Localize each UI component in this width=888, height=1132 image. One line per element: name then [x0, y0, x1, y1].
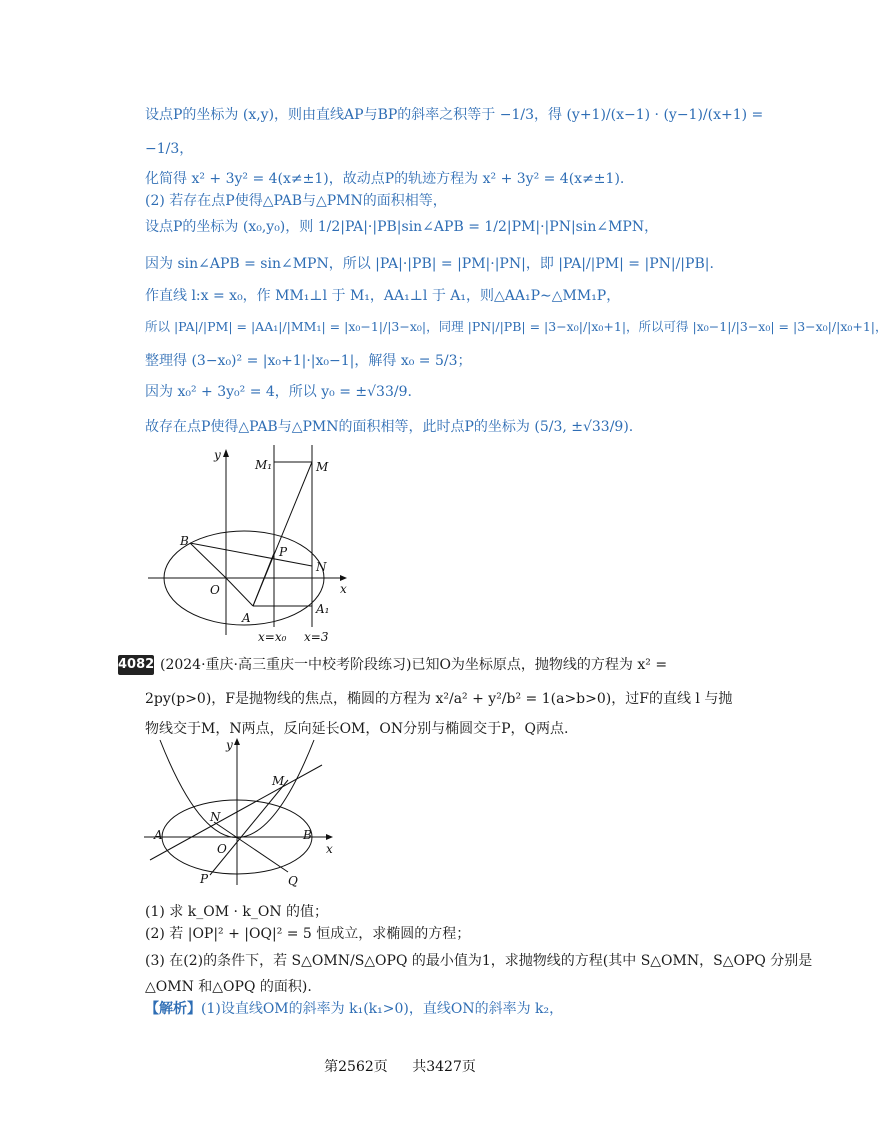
solution-line-6: 因为 sin∠APB = sin∠MPN，所以 |PA|·|PB| = |PM|·|PN|，即 |PA|/|PM| = |PN|/|PB|. — [145, 256, 714, 272]
question-3: (3) 在(2)的条件下，若 S△OMN/S△OPQ 的最小值为1，求抛物线的方程(其中 S△OMN，S△OPQ 分别是 — [145, 953, 813, 969]
fig1-label-x: x — [340, 582, 347, 596]
fig2-label-y: y — [226, 738, 233, 752]
solution-line-7: 作直线 l:x = x₀，作 MM₁⊥l 于 M₁，AA₁⊥l 于 A₁，则△AA₁P∼△MM₁P， — [145, 288, 621, 304]
fig2-label-p: P — [200, 872, 209, 886]
page-total: 共3427页 — [412, 1059, 476, 1075]
fig1-label-y: y — [214, 448, 221, 462]
fig1-label-n: N — [316, 560, 327, 574]
question-3-cont: △OMN 和△OPQ 的面积). — [145, 979, 312, 995]
fig2-label-a: A — [154, 828, 163, 842]
solution-line-10: 因为 x₀² + 3y₀² = 4，所以 y₀ = ±√33/9. — [145, 384, 412, 400]
page-footer — [0, 1056, 800, 1076]
fig2-label-q: Q — [288, 874, 298, 888]
solution-line-11: 故存在点P使得△PAB与△PMN的面积相等，此时点P的坐标为 (5/3, ±√33/9). — [145, 419, 634, 435]
question-2: (2) 若 |OP|² + |OQ|² = 5 恒成立，求椭圆的方程； — [145, 926, 471, 942]
fig1-label-a1: A₁ — [316, 602, 330, 616]
figure-parabola-ellipse — [140, 735, 340, 895]
fig1-label-b: B — [180, 534, 189, 548]
problem-number-badge: 4082 — [118, 655, 154, 675]
page-number: 第2562页 — [324, 1059, 388, 1075]
fig1-label-m: M — [316, 460, 329, 474]
figure-ellipse-lines — [140, 445, 360, 645]
solution-line-5: 设点P的坐标为 (x₀,y₀)，则 1/2|PA|·|PB|sin∠APB = 1/2|PM|·|PN|sin∠MPN， — [145, 219, 659, 235]
fig2-label-x: x — [326, 842, 333, 856]
solution-line-3: 化简得 x² + 3y² = 4(x≠±1)，故动点P的轨迹方程为 x² + 3y² = 4(x≠±1). — [145, 171, 625, 187]
fig2-label-o: O — [217, 842, 227, 856]
solution-line-8: 所以 |PA|/|PM| = |AA₁|/|MM₁| = |x₀−1|/|3−x₀|，同理 |PN|/|PB| = |3−x₀|/|x₀+1|，所以可得 |x₀−1|/|3−x₀| = |3−x₀|/|x₀+1|， — [145, 319, 888, 334]
fig2-label-n: N — [210, 810, 221, 824]
fig1-label-o: O — [210, 583, 220, 597]
fig1-label-x3: x=3 — [304, 630, 329, 644]
fig1-label-m1: M₁ — [255, 458, 273, 472]
fig2-label-b: B — [303, 828, 312, 842]
fig1-label-a: A — [242, 611, 251, 625]
problem-line-1: (2024·重庆·高三重庆一中校考阶段练习)已知O为坐标原点，抛物线的方程为 x² = — [160, 657, 668, 673]
fig1-label-x0: x=x₀ — [258, 630, 287, 644]
analysis-text: (1)设直线OM的斜率为 k₁(k₁>0)，直线ON的斜率为 k₂， — [201, 1001, 564, 1017]
solution-line-4: (2) 若存在点P使得△PAB与△PMN的面积相等， — [145, 193, 447, 209]
analysis-line — [145, 1000, 563, 1018]
solution-line-2: −1/3， — [145, 141, 194, 157]
problem-line-3: 物线交于M，N两点，反向延长OM，ON分别与椭圆交于P，Q两点. — [145, 721, 569, 737]
question-1: (1) 求 k_OM · k_ON 的值； — [145, 904, 329, 920]
fig2-label-m: M — [272, 774, 285, 788]
analysis-tag: 【解析】 — [145, 1001, 201, 1017]
solution-line-1: 设点P的坐标为 (x,y)，则由直线AP与BP的斜率之积等于 −1/3，得 (y+1)/(x−1) · (y−1)/(x+1) = — [145, 107, 764, 123]
fig1-label-p: P — [279, 545, 288, 559]
problem-line-2: 2py(p>0)，F是抛物线的焦点，椭圆的方程为 x²/a² + y²/b² = 1(a>b>0)，过F的直线 l 与抛 — [145, 691, 733, 707]
solution-line-9: 整理得 (3−x₀)² = |x₀+1|·|x₀−1|，解得 x₀ = 5/3； — [145, 353, 472, 369]
